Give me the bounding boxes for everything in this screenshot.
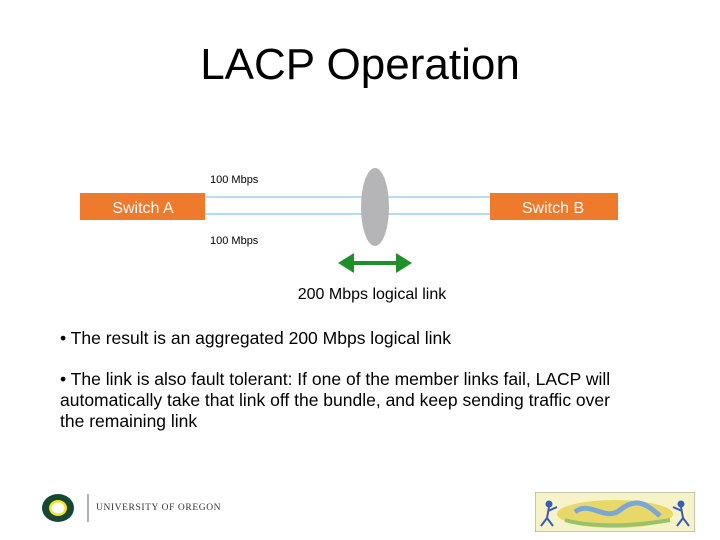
link-bottom-label: 100 Mbps: [210, 235, 259, 247]
logical-link-label: 200 Mbps logical link: [297, 286, 447, 303]
uo-o-icon: [42, 494, 74, 522]
bullet-item-fault-tolerance: • The link is also fault tolerant: If one of the member links fail, LACP will automatically take that link off the bundle, and keep sending traffic over the remaining link: [60, 369, 611, 431]
page-title: LACP Operation: [200, 40, 520, 89]
university-label: UNIVERSITY OF OREGON: [96, 503, 222, 513]
double-arrow-icon: [338, 253, 412, 273]
bundle-ellipse: [361, 168, 389, 246]
switch-b-label: Switch B: [521, 200, 585, 217]
nsrc-logo: [535, 492, 695, 532]
switch-a-label: Switch A: [112, 200, 174, 217]
bullet-item-result: • The result is an aggregated 200 Mbps logical link: [60, 328, 452, 348]
link-top-label: 100 Mbps: [210, 174, 259, 186]
bullet-list: [60, 328, 680, 452]
